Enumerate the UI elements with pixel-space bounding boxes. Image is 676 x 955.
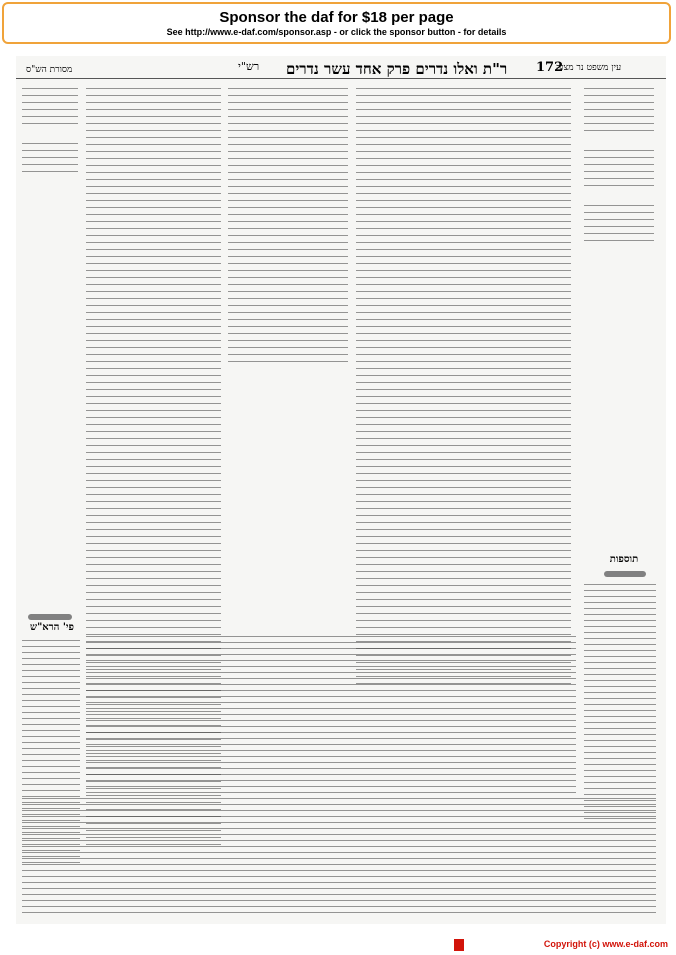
sponsor-subtitle[interactable]: See http://www.e-daf.com/sponsor.asp - or click the sponsor button - for details bbox=[166, 27, 507, 37]
tosafot-ornament bbox=[604, 571, 646, 577]
sponsor-banner[interactable] bbox=[2, 2, 671, 44]
page-footer bbox=[0, 931, 676, 955]
page-number: 172 bbox=[536, 60, 564, 75]
masoret-column bbox=[22, 88, 78, 178]
tosafot-column bbox=[584, 584, 656, 824]
copyright-text: Copyright (c) www.e-daf.com bbox=[543, 939, 668, 949]
sponsor-title: Sponsor the daf for $18 per page bbox=[219, 9, 454, 26]
chapter-title: ר"ת ואלו נדרים פרק אחד עשר נדרים bbox=[286, 60, 508, 78]
header-rule bbox=[16, 78, 666, 79]
hagahot-notes bbox=[22, 798, 656, 918]
rosh-heading: פי' הרא"ש bbox=[30, 622, 74, 633]
page-header bbox=[16, 56, 666, 80]
tosafot-heading: תוספות bbox=[609, 554, 639, 565]
ein-mishpat-column bbox=[584, 88, 654, 247]
rosh-ornament-top bbox=[28, 614, 72, 620]
ein-mishpat-label: עין משפט נר מצוה bbox=[556, 63, 622, 73]
talmud-page-scan bbox=[16, 56, 666, 924]
masoret-label: מסורת הש"ס bbox=[26, 65, 73, 75]
rashi-label: רש"י bbox=[238, 60, 260, 73]
gemara-lower-block bbox=[86, 636, 576, 798]
edaf-logo-icon bbox=[454, 939, 464, 951]
gemara-column-center bbox=[228, 88, 348, 368]
gemara-column-right bbox=[356, 88, 571, 690]
